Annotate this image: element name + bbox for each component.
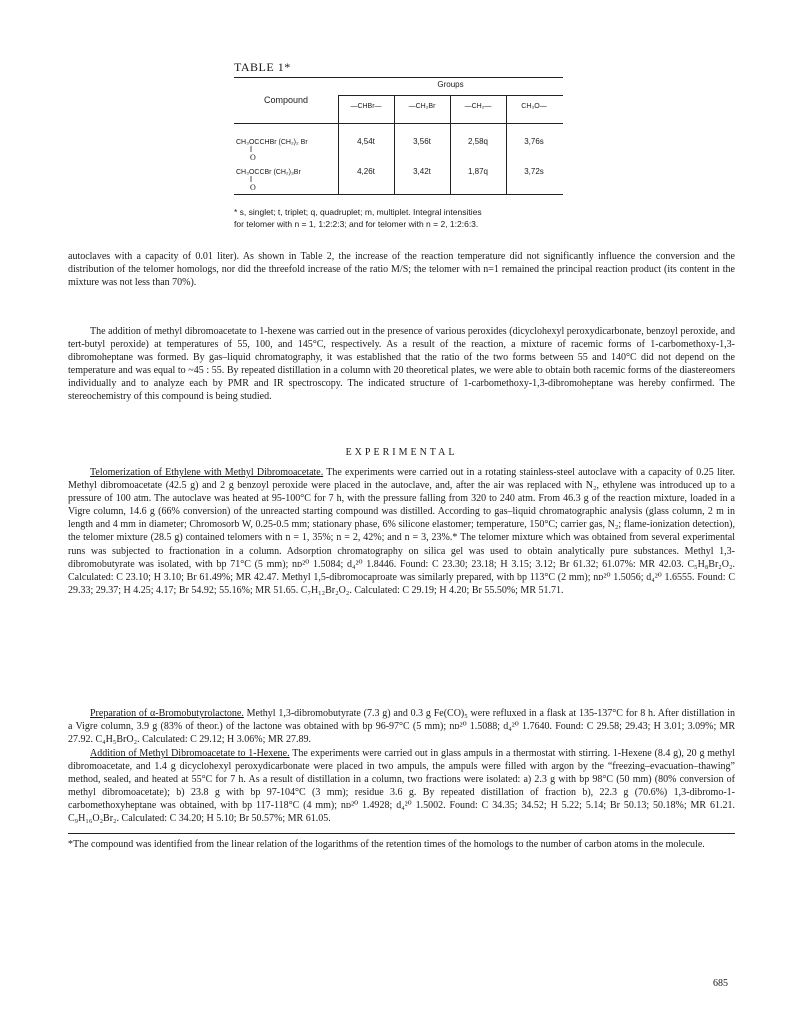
group-col-ch2br: —CH₂Br [408,103,436,110]
group-col-ch2: —CH₂— [464,103,492,110]
section-heading-experimental: EXPERIMENTAL [345,447,458,458]
compound-header: Compound [263,95,309,105]
paragraph-hexene-addition: The addition of methyl dibromoacetate to 1-hexene was carried out in the presence of various peroxides (dicyclohexyl peroxydicarbonate, benzoyl peroxide, and tert-butyl peroxide) at temperatures of 55, 100, and 145°C, respectively. As a result of the reaction, a mixture of racemic forms of 1-carbomethoxy-1,3-dibromoheptane was formed. By gas–liquid chromatography, it was established that the ratio of the two forms between 55 and 140°C did not depend on the temperature and was equal to ~45 : 55. By repeated distillation in a column with 20 theoretical plates, we were able to obtain both racemic forms of the diastereomers individually and to analyze each by PMR and IR spectroscopy. The indicated structure of 1-carbomethoxy-1,3-dibromoheptane was hereby confirmed. The stereochemistry of this compound is being studied. [68,326,735,403]
table-cell: 4,26t [357,167,375,176]
table-bottom-rule [234,194,563,195]
paragraph-telomerization [68,466,735,597]
paragraph-continuation: autoclaves with a capacity of 0.01 liter). As shown in Table 2, the increase of the reaction temperature did not significantly influence the conversion and the distribution of the telomer homologs, nor did the threefold increase of the ratio M/S; the telomer with n=1 remained the principal reaction product (its content in the mixture was not less than 70%). [68,251,735,289]
page-footnote: *The compound was identified from the linear relation of the logarithms of the retention times of the homologs to the number of carbon atoms in the molecule. [68,839,705,850]
table-cell: 3,76s [524,137,544,146]
subsection-text: The experiments were carried out in a rotating stainless-steel autoclave with a capacity of 0.25 liter. Methyl dibromoacetate (42.5 g) and 2 g benzoyl peroxide were placed in the autoclave, and, after the air was replaced with N₂, ethylene was introduced up to a pressure of 100 atm. The autoclave was heated at 95-100°C for 7 h, with the pressure falling from 320 to 240 atm. From 46.3 g of the reaction mixture, loaded in a Vigre column, 14.6 g (66% conversion) of the unreacted starting compound was distilled. According to gas–liquid chromatographic analysis (glass column, 2 m in length and 4 mm in diameter; Chromosorb W, 0.25-0.5 mm; stationary phase, 6% silicone elastomer; temperature, 150°C; carrier gas, N₂; flame-ionization detection), the telomer mixture (28.5 g) contained telomers with n = 1, 35%; n = 2, 42%; and n = 3, 23%.* The telomer mixture which was obtained from several experimental runs was subjected to fractionation in a column. Adsorption chromatography on silica gel was used to obtain analytically pure substances. Methyl 1,3-dibromobutyrate was isolated, with bp 71°C (5 mm); nᴅ²⁰ 1.5084; d₄²⁰ 1.8446. Found: C 23.30; 23.18; H 3.15; 3.12; Br 61.32; 61.07%: MR 42.03. C₅H₈Br₂O₂. Calculated: C 23.10; H 3.10; Br 61.49%; MR 42.47. Methyl 1,5-dibromocaproate was similarly prepared, with bp 113°C (2 mm); nᴅ²⁰ 1.5056; d₄²⁰ 1.6555. Found: C 29.33; 29.37; H 4.25; 4.17; Br 54.92; 55.16%; MR 51.65. C₇H₁₂Br₂O₂. Calculated: C 29.19; H 4.20; Br 55.50%; MR 51.71. [68,467,735,596]
group-col-chbr: —CHBr— [350,103,382,110]
table-cell: 3,42t [413,167,431,176]
page-number: 685 [713,978,728,989]
compound-row-1: CH₃OCCHBr (CH₂)₂ Br [236,139,308,146]
table-footnote-line-2: for telomer with n = 1, 1:2:2:3; and for telomer with n = 2, 1:2:6:3. [234,219,479,229]
table-header-rule [234,123,563,124]
table-top-rule [234,77,563,78]
compound-row-2: CH₃OCCBr (CH₂)₃Br [236,169,301,176]
table-title: TABLE 1* [234,60,291,74]
subsection-title: Telomerization of Ethylene with Methyl Dibromoacetate. [90,467,324,478]
paragraph-hexene-experiment [68,747,735,826]
groups-header: Groups [437,80,464,89]
paragraph-bromobutyrolactone [68,707,735,746]
table-cell: 3,72s [524,167,544,176]
table-footnote-line-1: * s, singlet; t, triplet; q, quadruplet; m, multiplet. Integral intensities [234,207,482,217]
group-col-ch3o: CH₃O— [521,103,547,110]
carbonyl-mark: ‖ O [250,175,256,192]
table-cell: 4,54t [357,137,375,146]
carbonyl-mark: ‖ O [250,145,256,162]
footnote-rule [68,833,735,834]
subsection-text: The experiments were carried out in glass ampuls in a thermostat with stirring. 1-Hexene (8.4 g), 20 g methyl dibromoacetate, and 1.4 g dicyclohexyl peroxydicarbonate were placed in two ampuls, the ampuls were filled with argon by the “freezing–evacuation–thawing” method, sealed, and heated at 55°C for 7 h. As a result of distillation in a column, two fractions were isolated: a) 2.3 g with bp 98°C (50 mm) (80% conversion of methyl dibromoacetate); b) 23.8 g with bp 97-104°C (3 mm); residue 3.6 g. By repeated distillation of fraction b), 22.3 g (70.6%) 1,3-dibromo-1-carbomethoxyheptane was obtained, with bp 117-118°C (4 mm); nᴅ²⁰ 1.4928; d₄²⁰ 1.5002. Found: C 34.35; 34.52; H 5.22; 5.14; Br 50.13; 50.18%; MR 61.21. C₉H₁₆O₂Br₂. Calculated: C 34.20; H 5.10; Br 50.57%; MR 61.05. [68,748,735,825]
subsection-text: Methyl 1,3-dibromobutyrate (7.3 g) and 0.3 g Fe(CO)₅ were refluxed in a flask at 135-137°C for 8 h. After distillation in a Vigre column, 3.9 g (83% of theor.) of the lactone was obtained with bp 96-97°C (5 mm); nᴅ²⁰ 1.5088; d₄²⁰ 1.7640. Found: C 29.58; 29.43; H 3.01; 3.09%; MR 27.92. C₄H₅BrO₂. Calculated: C 29.12; H 3.06%; MR 27.89. [68,708,735,746]
table-cell: 1,87q [467,167,489,176]
subsection-title: Preparation of α-Bromobutyrolactone. [90,708,244,719]
subsection-title: Addition of Methyl Dibromoacetate to 1-Hexene. [90,748,290,759]
table-cell: 2,58q [467,137,489,146]
table-cell: 3,56t [413,137,431,146]
